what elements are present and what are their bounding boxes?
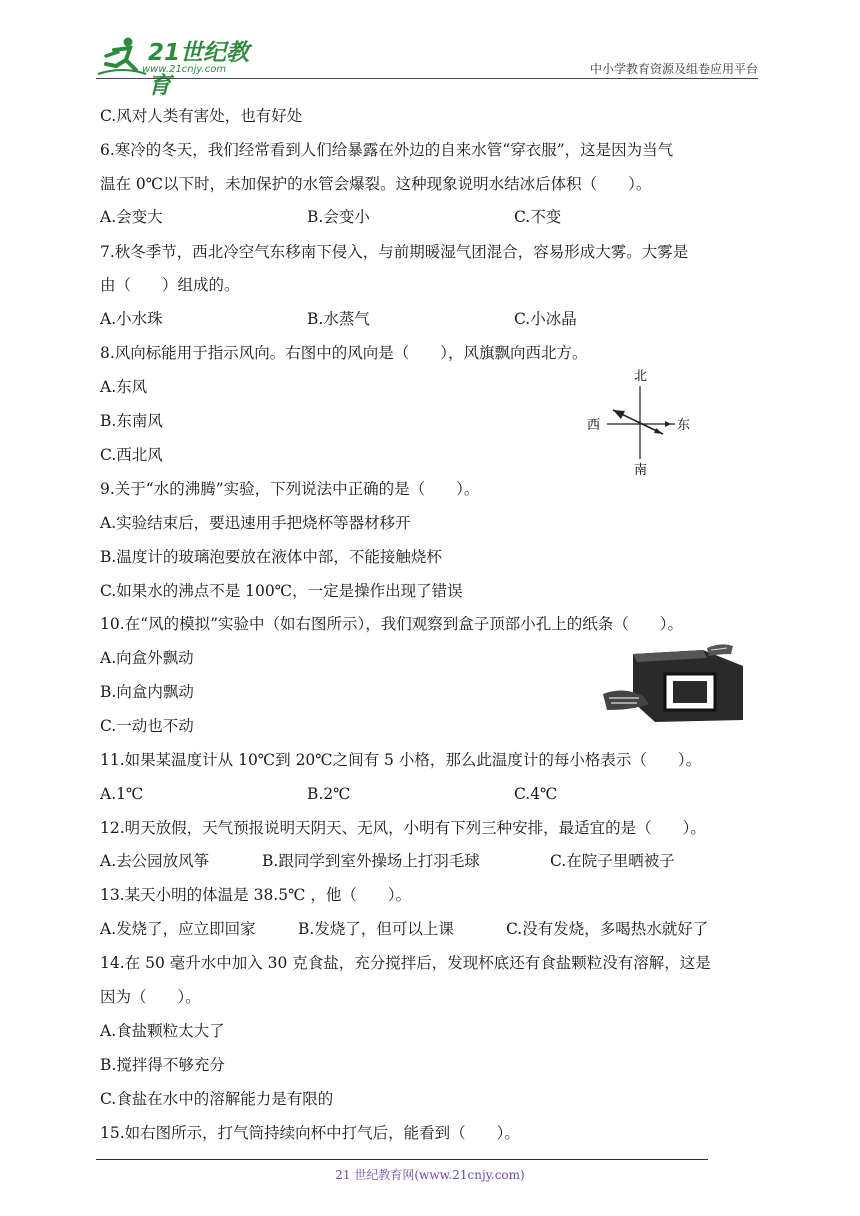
q11-option-c: C.4℃: [514, 785, 558, 803]
footer-text: 21 世纪教育网(www.21cnjy.com): [335, 1168, 525, 1182]
q9-option-a: A.实验结束后，要迅速用手把烧杯等器材移开: [100, 514, 411, 532]
header-divider: [96, 78, 758, 79]
q14-stem-line1: 14.在 50 毫升水中加入 30 克食盐，充分搅拌后，发现杯底还有食盐颗粒没有溶解，这是: [100, 954, 711, 972]
q7-stem-line1: 7.秋冬季节，西北冷空气东移南下侵入，与前期暖湿气团混合，容易形成大雾。大雾是: [100, 243, 689, 261]
q14-option-a: A.食盐颗粒太大了: [100, 1022, 225, 1040]
q8-option-b: B.东南风: [100, 412, 163, 430]
compass-north: 北: [634, 369, 648, 384]
q9-option-c: C.如果水的沸点不是 100℃，一定是操作出现了错误: [100, 582, 463, 600]
q14-option-c: C.食盐在水中的溶解能力是有限的: [100, 1090, 334, 1108]
footer-divider: [96, 1159, 708, 1160]
q14-option-b: B.搅拌得不够充分: [100, 1056, 225, 1074]
q13-option-b: B.发烧了，但可以上课: [298, 920, 454, 938]
q15-stem: 15.如右图所示，打气筒持续向杯中打气后，能看到（ ）。: [100, 1124, 520, 1142]
q7-option-b: B.水蒸气: [307, 310, 370, 328]
q8-stem: 8.风向标能用于指示风向。右图中的风向是（ ），风旗飘向西北方。: [100, 344, 588, 362]
q13-option-c: C.没有发烧，多喝热水就好了: [506, 920, 709, 938]
q7-option-c: C.小冰晶: [514, 310, 577, 328]
q13-option-a: A.发烧了，应立即回家: [100, 920, 256, 938]
q10-option-b: B.向盒内飘动: [100, 683, 194, 701]
q9-option-b: B.温度计的玻璃泡要放在液体中部，不能接触烧杯: [100, 548, 442, 566]
logo-url: www.21cnjy.com: [142, 64, 227, 75]
q7-stem-line2: 由（ ）组成的。: [100, 276, 240, 294]
q11-stem: 11.如果某温度计从 10℃到 20℃之间有 5 小格，那么此温度计的每小格表示（ ）。: [100, 751, 702, 769]
page-header: [96, 30, 758, 99]
wind-simulation-box-figure: [603, 640, 747, 724]
compass-west: 西: [587, 418, 601, 433]
q8-option-c: C.西北风: [100, 446, 163, 464]
q10-stem: 10.在“风的模拟”实验中（如右图所示），我们观察到盒子顶部小孔上的纸条（ ）。: [100, 615, 684, 633]
q6-option-a: A.会变大: [100, 208, 163, 226]
q12-option-b: B.跟同学到室外操场上打羽毛球: [262, 852, 480, 870]
logo-text: 21世纪教育: [148, 40, 250, 99]
q14-stem-line2: 因为（ ）。: [100, 988, 201, 1006]
q12-option-a: A.去公园放风筝: [100, 852, 210, 870]
compass-south: 南: [634, 463, 648, 478]
q11-option-a: A.1℃: [100, 785, 144, 803]
q6-option-c: C.不变: [514, 208, 562, 226]
q5-option-c: C.风对人类有害处，也有好处: [100, 107, 303, 125]
q12-stem: 12.明天放假，天气预报说明天阴天、无风，小明有下列三种安排，最适宜的是（ ）。: [100, 819, 706, 837]
q6-stem-line1: 6.寒冷的冬天，我们经常看到人们给暴露在外边的自来水管“穿衣服”，这是因为当气: [100, 141, 674, 159]
q13-stem: 13.某天小明的体温是 38.5℃ ，他（ ）。: [100, 886, 412, 904]
q7-option-a: A.小水珠: [100, 310, 163, 328]
q10-option-c: C.一动也不动: [100, 717, 194, 735]
q8-option-a: A.东风: [100, 378, 148, 396]
platform-name: 中小学教育资源及组卷应用平台: [589, 62, 758, 76]
q6-stem-line2: 温在 0℃以下时，未加保护的水管会爆裂。这种现象说明水结冰后体积（ ）。: [100, 175, 652, 193]
runner-icon: [96, 36, 148, 78]
compass-east: 东: [677, 418, 691, 433]
q12-option-c: C.在院子里晒被子: [550, 852, 675, 870]
q11-option-b: B.2℃: [307, 785, 351, 803]
wind-vane-compass-figure: [585, 366, 695, 478]
q6-option-b: B.会变小: [307, 208, 370, 226]
q10-option-a: A.向盒外飘动: [100, 649, 194, 667]
site-logo: [96, 34, 266, 99]
q9-stem: 9.关于“水的沸腾”实验，下列说法中正确的是（ ）。: [100, 480, 480, 498]
